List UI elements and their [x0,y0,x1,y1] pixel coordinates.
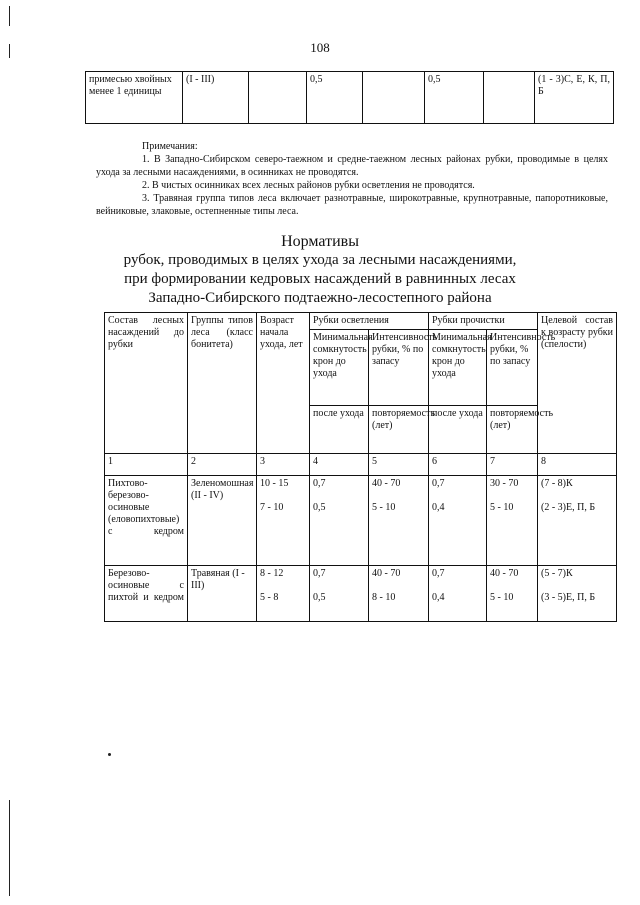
header-after: после ухода [310,406,369,454]
header-repeat: повторяемость (лет) [487,406,538,454]
value: 10 - 15 [260,478,289,489]
value: 0,7 [432,568,445,579]
value: 0,5 [313,592,326,603]
header-composition: Состав лесных насаждений до рубки [105,313,188,454]
note-item: 3. Травяная группа типов леса включает разнотравные, широкотравные, крупнотравные, папоротниковые, вейниковые, злаковые, остепненные типы леса. [96,193,608,217]
header-min-crown: Минимальная сомкнутость крон до ухода [429,330,487,406]
value: 40 - 70 [372,568,401,579]
cell [363,72,425,124]
header-target: Целевой состав к возрасту рубки (спелости) [538,313,617,454]
margin-rule-bottom [9,800,10,896]
value: 5 - 10 [372,502,396,513]
value: (5 - 7)К [541,568,573,579]
header-groups: Группы типов леса (класс бонитета) [188,313,257,454]
cell: примесью хвойных менее 1 единицы [86,72,183,124]
header-after: после ухода [429,406,487,454]
page-number: 108 [310,40,330,55]
cell-target [538,476,617,566]
cell-thin-int [487,476,538,566]
notes-title: Примечания: [142,141,198,152]
table-row [86,72,614,124]
section-heading [0,232,640,308]
cell-age [257,476,310,566]
norms-table [104,312,617,622]
value: 5 - 10 [490,592,514,603]
column-number: 2 [188,454,257,476]
cell-groups: Травяная (I - III) [188,566,257,622]
cell: (1 - 3)С, Е, К, П, Б [535,72,614,124]
value: (3 - 5)Е, П, Б [541,592,596,603]
value: 0,7 [313,478,326,489]
value: 7 - 10 [260,502,284,513]
value: 30 - 70 [490,478,519,489]
cell-composition: Березово-осиновые с пихтой и кедром [105,566,188,622]
heading-line: Западно-Сибирского подтаежно-лесостепного района [148,290,492,306]
note-item: 2. В чистых осинниках всех лесных районов рубки осветления не проводятся. [142,180,475,191]
cell-clear-min [310,476,369,566]
cell [249,72,307,124]
header-intensity: Интенсивность рубки, % по запасу [487,330,538,406]
cell: 0,5 [307,72,363,124]
cell: (I - III) [183,72,249,124]
value: (7 - 8)К [541,478,573,489]
cell-composition: Пихтово-березово-осиновые (еловопихтовые) с кедром [105,476,188,566]
value: 0,5 [313,502,326,513]
header-min-crown: Минимальная сомкнутость крон до ухода [310,330,369,406]
cell-thin-int [487,566,538,622]
header-age: Возраст начала ухода, лет [257,313,310,454]
notes-block [96,140,608,218]
value: 40 - 70 [490,568,519,579]
table-row [105,566,617,622]
value: 5 - 8 [260,592,279,603]
stray-mark [108,753,111,756]
table-row [105,476,617,566]
value: 0,4 [432,592,445,603]
continued-table [85,71,614,124]
value: (2 - 3)Е, П, Б [541,502,596,513]
cell-age [257,566,310,622]
table-header-row [105,313,617,330]
cell-thin-min [429,566,487,622]
value: 8 - 10 [372,592,396,603]
cell-clear-int [369,566,429,622]
column-number: 1 [105,454,188,476]
cell-target [538,566,617,622]
margin-rule-top [9,6,10,26]
cell-clear-int [369,476,429,566]
cell-thin-min [429,476,487,566]
cell: 0,5 [425,72,484,124]
column-number-row [105,454,617,476]
header-thinning: Рубки прочистки [429,313,538,330]
column-number: 7 [487,454,538,476]
header-repeat: повторяемость (лет) [369,406,429,454]
column-number: 8 [538,454,617,476]
note-item: 1. В Западно-Сибирском северо-таежном и средне-таежном лесных районах рубки, проводимые в целях ухода за лесными насаждениями, в осинниках не проводятся. [96,154,608,178]
column-number: 3 [257,454,310,476]
cell [484,72,535,124]
column-number: 4 [310,454,369,476]
value: 0,7 [313,568,326,579]
value: 40 - 70 [372,478,401,489]
heading-line: рубок, проводимых в целях ухода за лесными насаждениями, [123,252,517,268]
value: 0,7 [432,478,445,489]
column-number: 6 [429,454,487,476]
value: 8 - 12 [260,568,284,579]
cell-groups: Зеленомошная (II - IV) [188,476,257,566]
header-intensity: Интенсивность рубки, % по запасу [369,330,429,406]
heading-line: при формировании кедровых насаждений в равнинных лесах [124,271,516,287]
header-clearing: Рубки осветления [310,313,429,330]
value: 5 - 10 [490,502,514,513]
value: 0,4 [432,502,445,513]
heading-title: Нормативы [281,233,359,250]
column-number: 5 [369,454,429,476]
cell-clear-min [310,566,369,622]
